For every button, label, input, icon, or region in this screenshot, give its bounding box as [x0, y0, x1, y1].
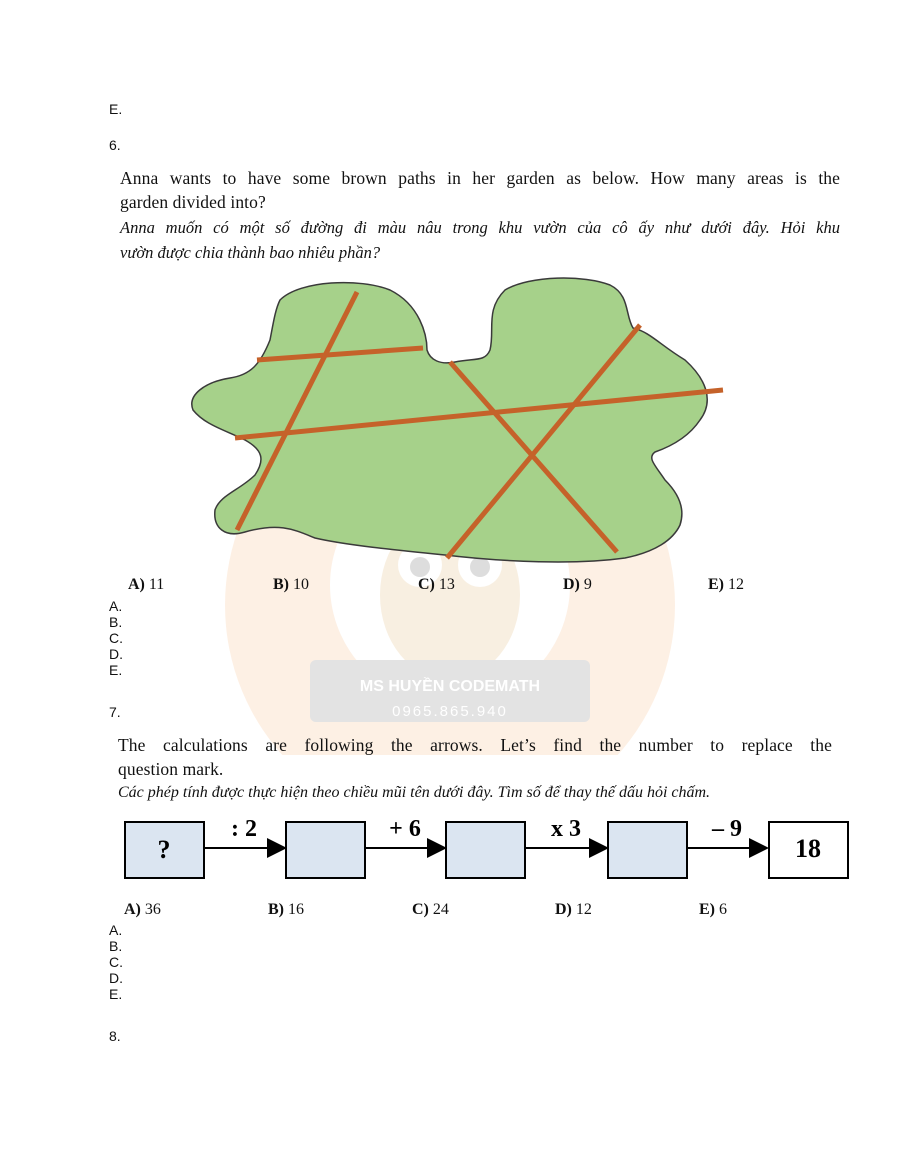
q7-letter-a[interactable]: A.	[109, 922, 123, 938]
question-6-text-vi-line1: Anna muốn có một số đường đi màu nâu trong khu vườn của cô ấy như dưới đây. Hỏi khu	[120, 218, 840, 237]
op-1-label: : 2	[231, 816, 257, 842]
watermark-phone: 0965.865.940	[392, 703, 508, 720]
answer-letter-e-prev: E.	[109, 101, 123, 117]
q7-option-a[interactable]: A) 36	[124, 901, 161, 918]
start-box-label: ?	[157, 835, 171, 864]
q6-option-e[interactable]: E) 12	[708, 576, 744, 593]
question-7-text-en-line2: question mark.	[118, 759, 224, 779]
op-2-label: + 6	[389, 816, 421, 842]
question-6-text-en-line2: garden divided into?	[120, 192, 266, 212]
q7-option-e[interactable]: E) 6	[699, 901, 727, 918]
question-6-number: 6.	[109, 137, 121, 153]
q6-letter-e[interactable]: E.	[109, 662, 123, 678]
q6-letter-c[interactable]: C.	[109, 630, 123, 646]
question-7-text-vi: Các phép tính được thực hiện theo chiều mũi tên dưới đây. Tìm số để thay thế dấu hỏi chấm.	[118, 784, 711, 801]
q7-letter-c[interactable]: C.	[109, 954, 123, 970]
question-7-number: 7.	[109, 704, 121, 720]
question-7-text-en-line1: The calculations are following the arrows. Let’s find the number to replace the	[118, 735, 832, 755]
result-box-label: 18	[795, 834, 821, 863]
q7-option-c[interactable]: C) 24	[412, 901, 449, 918]
q6-answer-letters	[109, 598, 123, 678]
box-2	[446, 822, 525, 878]
q6-option-d[interactable]: D) 9	[563, 576, 592, 593]
q7-letter-d[interactable]: D.	[109, 970, 123, 986]
watermark-name: MS HUYỀN CODEMATH	[359, 678, 541, 695]
op-4-label: – 9	[712, 816, 742, 842]
q6-letter-a[interactable]: A.	[109, 598, 123, 614]
garden-shape	[192, 278, 707, 562]
q7-letter-e[interactable]: E.	[109, 986, 123, 1002]
calculation-diagram	[120, 810, 855, 882]
q7-option-d[interactable]: D) 12	[555, 901, 592, 918]
q6-option-a[interactable]: A) 11	[128, 576, 165, 593]
q6-letter-d[interactable]: D.	[109, 646, 123, 662]
q7-answer-letters	[109, 922, 123, 1002]
q6-option-c[interactable]: C) 13	[418, 576, 455, 593]
op-3-label: x 3	[551, 816, 581, 842]
question-8-number: 8.	[109, 1028, 121, 1044]
q6-letter-b[interactable]: B.	[109, 614, 123, 630]
question-6-text-vi-line2: vườn được chia thành bao nhiêu phần?	[120, 243, 381, 262]
q7-option-b[interactable]: B) 16	[268, 901, 304, 918]
box-3	[608, 822, 687, 878]
box-1	[286, 822, 365, 878]
q7-letter-b[interactable]: B.	[109, 938, 123, 954]
garden-figure	[185, 270, 730, 565]
q6-option-b[interactable]: B) 10	[273, 576, 309, 593]
question-6-text-en-line1: Anna wants to have some brown paths in her garden as below. How many areas is the	[120, 168, 840, 188]
